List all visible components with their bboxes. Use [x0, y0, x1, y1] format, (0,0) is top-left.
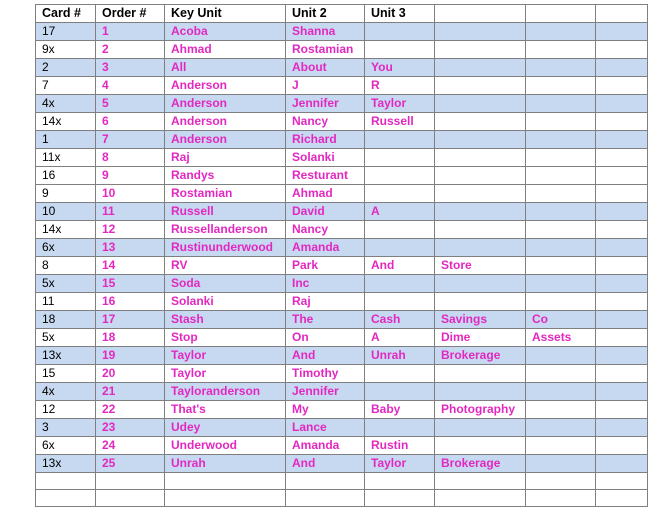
- cell-empty[interactable]: [596, 41, 648, 59]
- cell-card[interactable]: 10: [36, 203, 96, 221]
- cell-empty[interactable]: [96, 473, 165, 490]
- cell-key-unit[interactable]: Anderson: [165, 77, 286, 95]
- cell-card[interactable]: 17: [36, 23, 96, 41]
- cell-unit-5[interactable]: [526, 419, 596, 437]
- cell-unit-3[interactable]: A: [365, 329, 435, 347]
- cell-unit-4[interactable]: [435, 77, 526, 95]
- cell-key-unit[interactable]: That's: [165, 401, 286, 419]
- cell-unit-2[interactable]: Timothy: [286, 365, 365, 383]
- cell-unit-3[interactable]: [365, 419, 435, 437]
- cell-order[interactable]: 6: [96, 113, 165, 131]
- cell-order[interactable]: 14: [96, 257, 165, 275]
- cell-unit-4[interactable]: [435, 113, 526, 131]
- cell-card[interactable]: 2: [36, 59, 96, 77]
- cell-unit-2[interactable]: Resturant: [286, 167, 365, 185]
- cell-empty[interactable]: [596, 419, 648, 437]
- cell-empty[interactable]: [596, 293, 648, 311]
- table-row: [36, 149, 648, 167]
- cell-order[interactable]: 3: [96, 59, 165, 77]
- cell-key-unit[interactable]: RV: [165, 257, 286, 275]
- cell-unit-2[interactable]: My: [286, 401, 365, 419]
- table-row: [36, 257, 648, 275]
- table-row: [36, 311, 648, 329]
- cell-card[interactable]: 18: [36, 311, 96, 329]
- cell-empty[interactable]: [596, 185, 648, 203]
- cell-unit-5[interactable]: Co: [526, 311, 596, 329]
- cell-order[interactable]: 2: [96, 41, 165, 59]
- card-order-table: [35, 4, 648, 507]
- cell-key-unit[interactable]: Rostamian: [165, 185, 286, 203]
- cell-empty[interactable]: [596, 329, 648, 347]
- cell-key-unit[interactable]: Randys: [165, 167, 286, 185]
- cell-unit-3[interactable]: Unrah: [365, 347, 435, 365]
- cell-unit-3[interactable]: [365, 131, 435, 149]
- table-row: [36, 77, 648, 95]
- cell-unit-2[interactable]: J: [286, 77, 365, 95]
- cell-key-unit[interactable]: Russellanderson: [165, 221, 286, 239]
- cell-empty[interactable]: [526, 473, 596, 490]
- cell-unit-2[interactable]: Raj: [286, 293, 365, 311]
- table-row: [36, 167, 648, 185]
- cell-empty[interactable]: [596, 257, 648, 275]
- cell-unit-4[interactable]: [435, 293, 526, 311]
- cell-card[interactable]: 15: [36, 365, 96, 383]
- cell-empty[interactable]: [596, 490, 648, 507]
- cell-unit-4[interactable]: [435, 383, 526, 401]
- cell-unit-3[interactable]: [365, 383, 435, 401]
- cell-unit-3[interactable]: [365, 41, 435, 59]
- cell-unit-3[interactable]: You: [365, 59, 435, 77]
- cell-empty[interactable]: [596, 275, 648, 293]
- cell-unit-4[interactable]: [435, 203, 526, 221]
- table-row: [36, 131, 648, 149]
- cell-unit-3[interactable]: [365, 167, 435, 185]
- cell-unit-4[interactable]: [435, 239, 526, 257]
- cell-empty[interactable]: [165, 473, 286, 490]
- header-card[interactable]: Card #: [36, 5, 96, 23]
- cell-unit-5[interactable]: [526, 167, 596, 185]
- cell-empty[interactable]: [596, 473, 648, 490]
- cell-unit-4[interactable]: [435, 41, 526, 59]
- cell-unit-5[interactable]: [526, 131, 596, 149]
- table-row: [36, 221, 648, 239]
- cell-unit-5[interactable]: [526, 275, 596, 293]
- cell-card[interactable]: 11: [36, 293, 96, 311]
- cell-empty[interactable]: [365, 473, 435, 490]
- table-row: [36, 437, 648, 455]
- cell-empty[interactable]: [596, 23, 648, 41]
- cell-empty[interactable]: [596, 77, 648, 95]
- cell-unit-4[interactable]: [435, 221, 526, 239]
- cell-unit-2[interactable]: And: [286, 347, 365, 365]
- table-row: [36, 293, 648, 311]
- cell-unit-5[interactable]: [526, 41, 596, 59]
- cell-key-unit[interactable]: Taylor: [165, 347, 286, 365]
- header-empty-cell[interactable]: [526, 5, 596, 23]
- cell-unit-2[interactable]: Nancy: [286, 113, 365, 131]
- cell-unit-3[interactable]: Taylor: [365, 455, 435, 473]
- cell-card[interactable]: 14x: [36, 113, 96, 131]
- cell-unit-3[interactable]: [365, 221, 435, 239]
- cell-empty[interactable]: [435, 473, 526, 490]
- cell-unit-2[interactable]: Rostamian: [286, 41, 365, 59]
- cell-key-unit[interactable]: Stop: [165, 329, 286, 347]
- cell-empty[interactable]: [36, 473, 96, 490]
- cell-order[interactable]: 8: [96, 149, 165, 167]
- header-key-unit[interactable]: Key Unit: [165, 5, 286, 23]
- table-row: [36, 95, 648, 113]
- cell-key-unit[interactable]: Tayloranderson: [165, 383, 286, 401]
- cell-unit-2[interactable]: About: [286, 59, 365, 77]
- cell-empty[interactable]: [596, 95, 648, 113]
- cell-card[interactable]: 5x: [36, 275, 96, 293]
- cell-key-unit[interactable]: Anderson: [165, 95, 286, 113]
- cell-card[interactable]: 6x: [36, 437, 96, 455]
- cell-key-unit[interactable]: Taylor: [165, 365, 286, 383]
- cell-unit-2[interactable]: The: [286, 311, 365, 329]
- cell-order[interactable]: 24: [96, 437, 165, 455]
- cell-unit-5[interactable]: [526, 257, 596, 275]
- cell-unit-3[interactable]: And: [365, 257, 435, 275]
- cell-unit-5[interactable]: [526, 221, 596, 239]
- cell-empty[interactable]: [596, 113, 648, 131]
- cell-order[interactable]: 19: [96, 347, 165, 365]
- cell-unit-3[interactable]: A: [365, 203, 435, 221]
- table-row: [36, 401, 648, 419]
- cell-empty[interactable]: [596, 383, 648, 401]
- table-row: [36, 347, 648, 365]
- spreadsheet: [35, 4, 648, 507]
- cell-order[interactable]: 7: [96, 131, 165, 149]
- cell-empty[interactable]: [596, 455, 648, 473]
- table-row: [36, 59, 648, 77]
- cell-empty[interactable]: [596, 365, 648, 383]
- cell-key-unit[interactable]: Soda: [165, 275, 286, 293]
- cell-empty[interactable]: [596, 401, 648, 419]
- cell-order[interactable]: 4: [96, 77, 165, 95]
- table-row: [36, 113, 648, 131]
- cell-unit-5[interactable]: [526, 437, 596, 455]
- cell-unit-4[interactable]: [435, 149, 526, 167]
- cell-unit-5[interactable]: [526, 77, 596, 95]
- table-row: [36, 455, 648, 473]
- cell-unit-5[interactable]: [526, 95, 596, 113]
- table-row: [36, 383, 648, 401]
- cell-empty[interactable]: [596, 437, 648, 455]
- cell-unit-2[interactable]: On: [286, 329, 365, 347]
- cell-unit-5[interactable]: [526, 239, 596, 257]
- cell-unit-4[interactable]: [435, 95, 526, 113]
- header-empty-cell[interactable]: [596, 5, 648, 23]
- cell-order[interactable]: 1: [96, 23, 165, 41]
- cell-key-unit[interactable]: Stash: [165, 311, 286, 329]
- cell-unit-4[interactable]: [435, 167, 526, 185]
- cell-order[interactable]: 13: [96, 239, 165, 257]
- empty-row: [36, 490, 648, 507]
- cell-unit-4[interactable]: [435, 59, 526, 77]
- cell-unit-2[interactable]: Amanda: [286, 437, 365, 455]
- cell-unit-4[interactable]: Savings: [435, 311, 526, 329]
- cell-card[interactable]: 6x: [36, 239, 96, 257]
- cell-unit-3[interactable]: [365, 293, 435, 311]
- cell-order[interactable]: 25: [96, 455, 165, 473]
- cell-unit-4[interactable]: [435, 275, 526, 293]
- cell-card[interactable]: 5x: [36, 329, 96, 347]
- table-row: [36, 203, 648, 221]
- header-order[interactable]: Order #: [96, 5, 165, 23]
- cell-empty[interactable]: [596, 221, 648, 239]
- table-row: [36, 239, 648, 257]
- cell-empty[interactable]: [596, 311, 648, 329]
- cell-card[interactable]: 11x: [36, 149, 96, 167]
- cell-unit-3[interactable]: [365, 275, 435, 293]
- cell-empty[interactable]: [36, 490, 96, 507]
- cell-order[interactable]: 9: [96, 167, 165, 185]
- cell-empty[interactable]: [435, 490, 526, 507]
- cell-empty[interactable]: [596, 131, 648, 149]
- cell-key-unit[interactable]: Unrah: [165, 455, 286, 473]
- cell-card[interactable]: 12: [36, 401, 96, 419]
- cell-unit-4[interactable]: [435, 185, 526, 203]
- cell-unit-5[interactable]: [526, 383, 596, 401]
- cell-unit-3[interactable]: [365, 239, 435, 257]
- cell-empty[interactable]: [526, 490, 596, 507]
- cell-card[interactable]: 1: [36, 131, 96, 149]
- cell-order[interactable]: 20: [96, 365, 165, 383]
- cell-order[interactable]: 10: [96, 185, 165, 203]
- cell-empty[interactable]: [596, 347, 648, 365]
- cell-unit-2[interactable]: Lance: [286, 419, 365, 437]
- cell-unit-5[interactable]: [526, 401, 596, 419]
- cell-unit-3[interactable]: Rustin: [365, 437, 435, 455]
- cell-unit-4[interactable]: [435, 365, 526, 383]
- cell-key-unit[interactable]: Underwood: [165, 437, 286, 455]
- cell-card[interactable]: 9: [36, 185, 96, 203]
- cell-unit-4[interactable]: Brokerage: [435, 455, 526, 473]
- cell-order[interactable]: 16: [96, 293, 165, 311]
- cell-unit-2[interactable]: And: [286, 455, 365, 473]
- cell-card[interactable]: 13x: [36, 455, 96, 473]
- cell-empty[interactable]: [596, 59, 648, 77]
- cell-unit-3[interactable]: Russell: [365, 113, 435, 131]
- cell-empty[interactable]: [596, 167, 648, 185]
- cell-unit-5[interactable]: Assets: [526, 329, 596, 347]
- cell-order[interactable]: 5: [96, 95, 165, 113]
- cell-unit-2[interactable]: Park: [286, 257, 365, 275]
- cell-card[interactable]: 4x: [36, 383, 96, 401]
- cell-empty[interactable]: [596, 149, 648, 167]
- cell-card[interactable]: 9x: [36, 41, 96, 59]
- cell-unit-5[interactable]: [526, 203, 596, 221]
- cell-order[interactable]: 18: [96, 329, 165, 347]
- table-row: [36, 275, 648, 293]
- cell-unit-3[interactable]: Cash: [365, 311, 435, 329]
- table-row: [36, 365, 648, 383]
- cell-key-unit[interactable]: Solanki: [165, 293, 286, 311]
- cell-unit-3[interactable]: [365, 23, 435, 41]
- cell-order[interactable]: 11: [96, 203, 165, 221]
- cell-unit-3[interactable]: Baby: [365, 401, 435, 419]
- table-row: [36, 419, 648, 437]
- cell-empty[interactable]: [286, 473, 365, 490]
- cell-key-unit[interactable]: All: [165, 59, 286, 77]
- cell-key-unit[interactable]: Anderson: [165, 113, 286, 131]
- cell-unit-4[interactable]: [435, 23, 526, 41]
- cell-key-unit[interactable]: Udey: [165, 419, 286, 437]
- header-unit-3[interactable]: Unit 3: [365, 5, 435, 23]
- cell-empty[interactable]: [365, 490, 435, 507]
- header-empty-cell[interactable]: [435, 5, 526, 23]
- table-row: [36, 23, 648, 41]
- cell-unit-2[interactable]: Shanna: [286, 23, 365, 41]
- cell-unit-4[interactable]: [435, 131, 526, 149]
- cell-key-unit[interactable]: Rustinunderwood: [165, 239, 286, 257]
- cell-unit-4[interactable]: [435, 437, 526, 455]
- cell-unit-2[interactable]: David: [286, 203, 365, 221]
- cell-order[interactable]: 22: [96, 401, 165, 419]
- cell-unit-3[interactable]: R: [365, 77, 435, 95]
- cell-unit-2[interactable]: Jennifer: [286, 383, 365, 401]
- cell-unit-4[interactable]: Store: [435, 257, 526, 275]
- cell-unit-2[interactable]: Jennifer: [286, 95, 365, 113]
- cell-empty[interactable]: [596, 239, 648, 257]
- cell-unit-5[interactable]: [526, 455, 596, 473]
- cell-unit-2[interactable]: Inc: [286, 275, 365, 293]
- cell-unit-4[interactable]: Brokerage: [435, 347, 526, 365]
- window-edge: [650, 0, 660, 515]
- cell-unit-5[interactable]: [526, 185, 596, 203]
- cell-empty[interactable]: [286, 490, 365, 507]
- cell-empty[interactable]: [596, 203, 648, 221]
- table-row: [36, 41, 648, 59]
- cell-unit-5[interactable]: [526, 59, 596, 77]
- cell-unit-4[interactable]: Dime: [435, 329, 526, 347]
- cell-order[interactable]: 15: [96, 275, 165, 293]
- cell-empty[interactable]: [165, 490, 286, 507]
- cell-unit-5[interactable]: [526, 293, 596, 311]
- cell-order[interactable]: 12: [96, 221, 165, 239]
- cell-unit-5[interactable]: [526, 23, 596, 41]
- cell-unit-2[interactable]: Solanki: [286, 149, 365, 167]
- cell-unit-4[interactable]: [435, 419, 526, 437]
- cell-order[interactable]: 21: [96, 383, 165, 401]
- cell-key-unit[interactable]: Anderson: [165, 131, 286, 149]
- cell-unit-4[interactable]: Photography: [435, 401, 526, 419]
- cell-card[interactable]: 3: [36, 419, 96, 437]
- cell-unit-3[interactable]: [365, 185, 435, 203]
- empty-row: [36, 473, 648, 490]
- cell-unit-5[interactable]: [526, 149, 596, 167]
- cell-unit-2[interactable]: Amanda: [286, 239, 365, 257]
- cell-unit-5[interactable]: [526, 365, 596, 383]
- cell-unit-2[interactable]: Nancy: [286, 221, 365, 239]
- cell-key-unit[interactable]: Ahmad: [165, 41, 286, 59]
- cell-unit-5[interactable]: [526, 113, 596, 131]
- cell-card[interactable]: 16: [36, 167, 96, 185]
- cell-key-unit[interactable]: Raj: [165, 149, 286, 167]
- cell-card[interactable]: 8: [36, 257, 96, 275]
- cell-card[interactable]: 7: [36, 77, 96, 95]
- header-unit-2[interactable]: Unit 2: [286, 5, 365, 23]
- header-row: [36, 5, 648, 23]
- cell-empty[interactable]: [96, 490, 165, 507]
- cell-unit-5[interactable]: [526, 347, 596, 365]
- cell-order[interactable]: 23: [96, 419, 165, 437]
- cell-unit-3[interactable]: [365, 365, 435, 383]
- cell-card[interactable]: 13x: [36, 347, 96, 365]
- cell-unit-2[interactable]: Richard: [286, 131, 365, 149]
- cell-key-unit[interactable]: Russell: [165, 203, 286, 221]
- cell-unit-2[interactable]: Ahmad: [286, 185, 365, 203]
- cell-unit-3[interactable]: Taylor: [365, 95, 435, 113]
- cell-unit-3[interactable]: [365, 149, 435, 167]
- table-row: [36, 329, 648, 347]
- table-row: [36, 185, 648, 203]
- cell-card[interactable]: 14x: [36, 221, 96, 239]
- cell-card[interactable]: 4x: [36, 95, 96, 113]
- cell-key-unit[interactable]: Acoba: [165, 23, 286, 41]
- cell-order[interactable]: 17: [96, 311, 165, 329]
